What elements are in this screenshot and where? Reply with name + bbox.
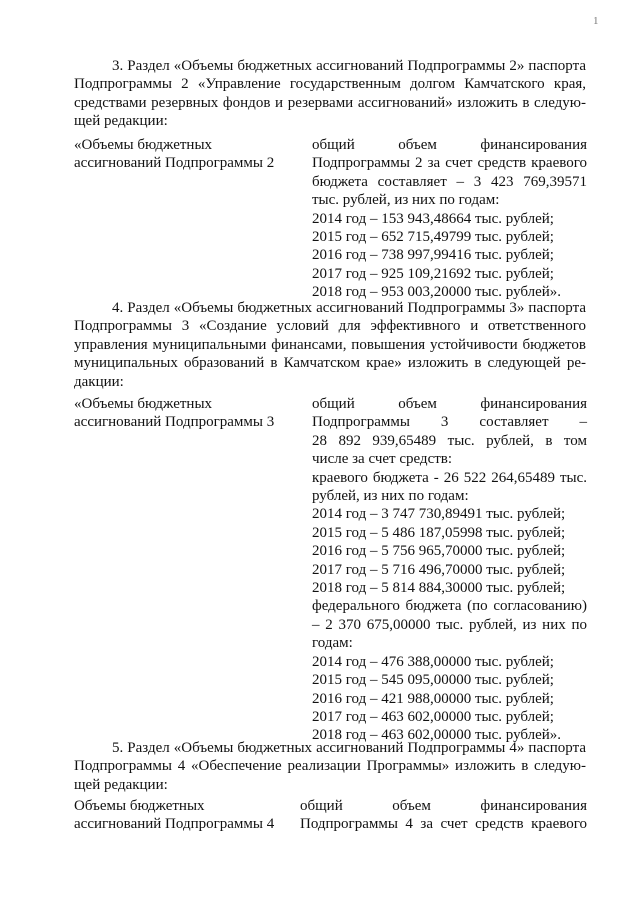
value-line: 2016 год – 5 756 965,70000 тыс. рублей; [312, 543, 566, 560]
value-line: 2014 год – 3 747 730,89491 тыс. рублей; [312, 506, 566, 523]
paragraph-line: 3. Раздел «Объемы бюджетных ассигнований Подпрограммы 2» паспорта [112, 58, 586, 74]
value-line: тыс. рублей, из них по годам: [312, 192, 500, 209]
value-line: Подпрограммы 3 составляет – [312, 414, 587, 431]
corner-mark: 1 [593, 15, 599, 27]
value-line: числе за счет средств: [312, 451, 453, 468]
value-line: годам: [312, 635, 353, 652]
section-3-paragraph [74, 57, 586, 131]
value-line: 28 892 939,65489 тыс. рублей, в том [312, 432, 587, 449]
paragraph-line: муниципальных образований в Камчатском крае» изложить в следующей ре- [74, 355, 586, 372]
value-line: 2018 год – 463 602,00000 тыс. рублей». [312, 727, 562, 744]
label-line: ассигнований Подпрограммы 3 [74, 414, 275, 431]
label-line: «Объемы бюджетных [74, 396, 213, 412]
value-line: общий объем финансирования [300, 798, 587, 814]
section-5-paragraph [74, 739, 586, 794]
paragraph-line: щей редакции: [74, 776, 168, 793]
value-line: общий объем финансирования [312, 137, 587, 153]
label-line: ассигнований Подпрограммы 4 [74, 816, 275, 833]
value-line: 2015 год – 652 715,49799 тыс. рублей; [312, 229, 554, 246]
value-line: бюджета составляет – 3 423 769,39571 [312, 173, 587, 190]
paragraph-line: управления муниципальными финансами, повышения устойчивости бюджетов [74, 336, 586, 353]
paragraph-line: щей редакции: [74, 113, 168, 130]
value-line: 2018 год – 953 003,20000 тыс. рублей». [312, 284, 562, 301]
paragraph-line: Подпрограммы 3 «Создание условий для эффективного и ответственного [74, 318, 586, 335]
value-line: 2017 год – 463 602,00000 тыс. рублей; [312, 708, 554, 725]
value-line: Подпрограммы 2 за счет средств краевого [312, 155, 587, 172]
section-5-label [74, 797, 299, 834]
value-line: 2018 год – 5 814 884,30000 тыс. рублей; [312, 580, 566, 597]
paragraph-line: Подпрограммы 2 «Управление государственным долгом Камчатского края, [74, 76, 586, 93]
value-line: 2014 год – 476 388,00000 тыс. рублей; [312, 653, 554, 670]
value-line: 2017 год – 925 109,21692 тыс. рублей; [312, 265, 554, 282]
value-line: 2014 год – 153 943,48664 тыс. рублей; [312, 210, 554, 227]
value-line: 2015 год – 545 095,00000 тыс. рублей; [312, 672, 554, 689]
label-line: Объемы бюджетных [74, 798, 205, 814]
value-line: 2016 год – 421 988,00000 тыс. рублей; [312, 690, 554, 707]
value-line: общий объем финансирования [312, 396, 587, 412]
section-3-value [312, 136, 587, 302]
section-5-value [300, 797, 587, 834]
value-line: 2017 год – 5 716 496,70000 тыс. рублей; [312, 561, 566, 578]
paragraph-line: Подпрограммы 4 «Обеспечение реализации Программы» изложить в следую- [74, 758, 586, 775]
label-line: ассигнований Подпрограммы 2 [74, 155, 275, 172]
section-4-value [312, 395, 587, 745]
paragraph-line: 4. Раздел «Объемы бюджетных ассигнований Подпрограммы 3» паспорта [112, 300, 586, 316]
value-line: 2016 год – 738 997,99416 тыс. рублей; [312, 247, 554, 264]
paragraph-line: дакции: [74, 373, 124, 390]
value-line: – 2 370 675,00000 тыс. рублей, из них по [312, 616, 587, 633]
value-line: 2015 год – 5 486 187,05998 тыс. рублей; [312, 524, 566, 541]
value-line: Подпрограммы 4 за счет средств краевого [300, 816, 587, 833]
paragraph-line: 5. Раздел «Объемы бюджетных ассигнований Подпрограммы 4» паспорта [112, 740, 586, 756]
section-4-label [74, 395, 299, 432]
label-line: «Объемы бюджетных [74, 137, 213, 153]
value-line: рублей, из них по годам: [312, 488, 469, 505]
value-line: федерального бюджета (по согласованию) [312, 598, 587, 615]
section-3-label [74, 136, 299, 173]
section-4-paragraph [74, 299, 586, 391]
value-line: краевого бюджета - 26 522 264,65489 тыс. [312, 469, 587, 486]
paragraph-line: средствами резервных фондов и резервами ассигнований» изложить в следую- [74, 94, 586, 111]
